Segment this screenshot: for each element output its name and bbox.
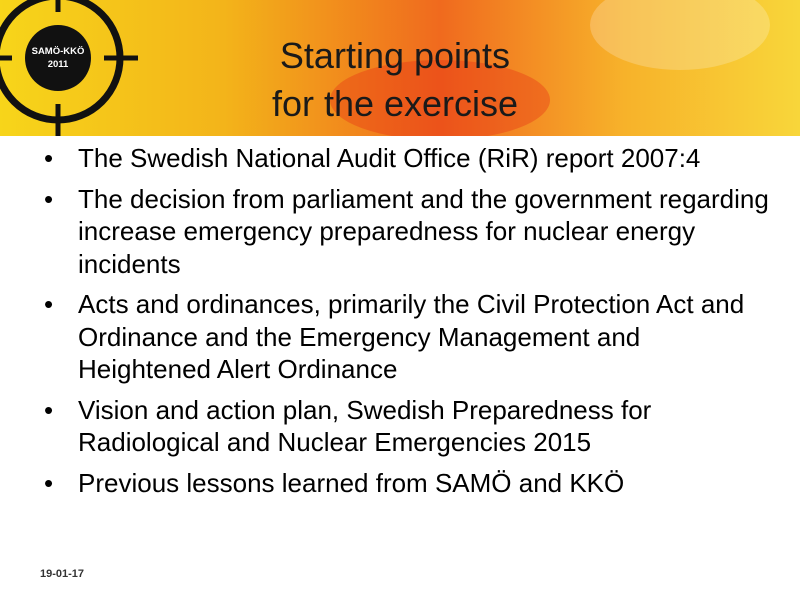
- bullet-dot-icon: •: [44, 289, 54, 319]
- bullet-dot-icon: •: [44, 143, 54, 173]
- logo-text-line1: SAMÖ-KKÖ: [31, 46, 85, 57]
- bullet-item: [38, 394, 778, 459]
- bullet-item: [38, 467, 778, 500]
- bullet-dot-icon: •: [44, 467, 54, 498]
- footer-date: 19-01-17: [40, 568, 85, 580]
- header-banner: [0, 0, 800, 136]
- slide-title: [210, 32, 580, 128]
- crosshair-logo-icon: [0, 0, 138, 136]
- bullet-text: Vision and action plan, Swedish Preparedness for Radiological and Nuclear Emergencies 2015: [78, 394, 652, 457]
- bullet-item: [38, 288, 778, 386]
- slide-title-line2: for the exercise: [271, 83, 519, 124]
- bullet-text: The Swedish National Audit Office (RiR) report 2007:4: [78, 143, 701, 173]
- bullet-item: [38, 183, 778, 281]
- bullet-dot-icon: •: [44, 183, 54, 214]
- slide-title-line1: Starting points: [279, 35, 511, 76]
- bullet-item: [38, 142, 778, 175]
- bullet-text: Acts and ordinances, primarily the Civil Protection Act and Ordinance and the Emergency Management and Heightened Alert Ordinance: [78, 289, 745, 384]
- background-blob: [590, 0, 770, 70]
- logo-text-line2: 2011: [47, 59, 69, 70]
- bullet-dot-icon: •: [44, 394, 54, 425]
- bullet-text: Previous lessons learned from SAMÖ and KKÖ: [78, 467, 625, 498]
- bullet-list: [38, 142, 778, 507]
- bullet-text: The decision from parliament and the government regarding increase emergency preparedness for nuclear energy incidents: [78, 183, 769, 279]
